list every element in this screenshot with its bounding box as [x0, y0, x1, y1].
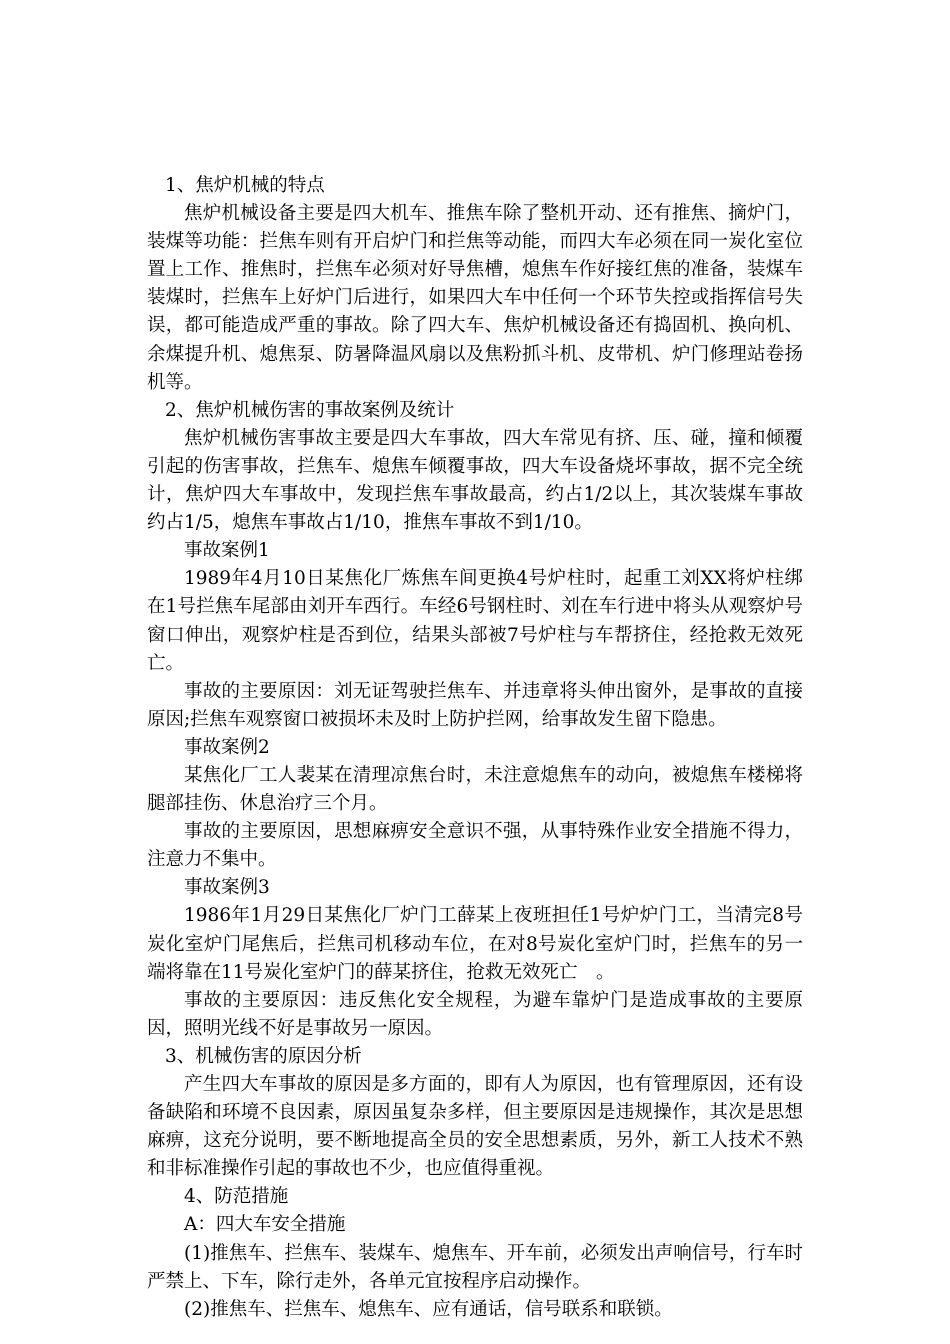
subsection-heading-a: A：四大车安全措施 — [184, 1214, 346, 1236]
case-title-3: 事故案例3 — [184, 877, 270, 899]
document-body — [147, 172, 803, 1324]
paragraph: 事故的主要原因：违反焦化安全规程，为避车靠炉门是造成事故的主要原因，照明光线不好是事故另一原因。 — [147, 989, 803, 1039]
paragraph: 事故的主要原因，思想麻痹安全意识不强，从事特殊作业安全措施不得力，注意力不集中。 — [147, 821, 803, 871]
list-item: (2)推焦车、拦焦车、熄焦车、应有通话，信号联系和联锁。 — [184, 1298, 673, 1320]
paragraph: 1989年4月10日某焦化厂炼焦车间更换4号炉柱时，起重工刘XX将炉柱绑在1号拦焦车尾部由刘开车西行。车经6号钢柱时、刘在车行进中将头从观察炉号窗口伸出，观察炉柱是否到位，结果头部被7号炉柱与车帮挤住，经抢救无效死亡。 — [147, 568, 803, 674]
case-title-1: 事故案例1 — [184, 540, 270, 562]
paragraph: 焦炉机械伤害事故主要是四大车事故，四大车常见有挤、压、碰，撞和倾覆引起的伤害事故，拦焦车、熄焦车倾覆事故，四大车设备烧坏事故，据不完全统计，焦炉四大车事故中，发现拦焦车事故最高，约占1/2以上，其次装煤车事故约占1/5，熄焦车事故占1/10，推焦车事故不到1/10。 — [147, 427, 803, 534]
case-title-2: 事故案例2 — [184, 736, 270, 758]
section-heading-4: 4、防范措施 — [184, 1186, 289, 1208]
section-heading-3: 3、机械伤害的原因分析 — [165, 1045, 362, 1067]
paragraph: 焦炉机械设备主要是四大机车、推焦车除了整机开动、还有推焦、摘炉门，装煤等功能：拦焦车则有开启炉门和拦焦等动能，而四大车必须在同一炭化室位置上工作、推焦时，拦焦车必须对好导焦槽，熄焦车作好接红焦的准备，装煤车装煤时，拦焦车上好炉门后进行，如果四大车中任何一个环节失控或指挥信号失误，都可能造成严重的事故。除了四大车、焦炉机械设备还有捣固机、换向机、余煤提升机、熄焦泵、防暑降温风扇以及焦粉抓斗机、皮带机、炉门修理站卷扬机等。 — [147, 203, 803, 393]
list-item: (1)推焦车、拦焦车、装煤车、熄焦车、开车前，必须发出声响信号，行车时严禁上、下车，除行走外，各单元宜按程序启动操作。 — [147, 1242, 803, 1292]
section-heading-1: 1、焦炉机械的特点 — [165, 175, 325, 196]
paragraph: 某焦化厂工人裴某在清理凉焦台时，未注意熄焦车的动向，被熄焦车楼梯将腿部挂伤、休息治疗三个月。 — [147, 764, 803, 815]
paragraph: 1986年1月29日某焦化厂炉门工薛某上夜班担任1号炉炉门工，当清完8号炭化室炉门尾焦后，拦焦司机移动车位，在对8号炭化室炉门时，拦焦车的另一端将靠在11号炭化室炉门的薛某挤住，抢救无效死亡 。 — [147, 905, 803, 983]
paragraph: 产生四大车事故的原因是多方面的，即有人为原因，也有管理原因，还有设备缺陷和环境不良因素，原因虽复杂多样，但主要原因是违规操作，其次是思想麻痹，这充分说明，要不断地提高全员的安全思想素质，另外，新工人技术不熟和非标准操作引起的事故也不少，也应值得重视。 — [147, 1074, 803, 1180]
paragraph: 事故的主要原因：刘无证驾驶拦焦车、并违章将头伸出窗外，是事故的直接原因;拦焦车观察窗口被损坏未及时上防护拦网，给事故发生留下隐患。 — [147, 680, 803, 730]
section-heading-2: 2、焦炉机械伤害的事故案例及统计 — [165, 399, 455, 421]
